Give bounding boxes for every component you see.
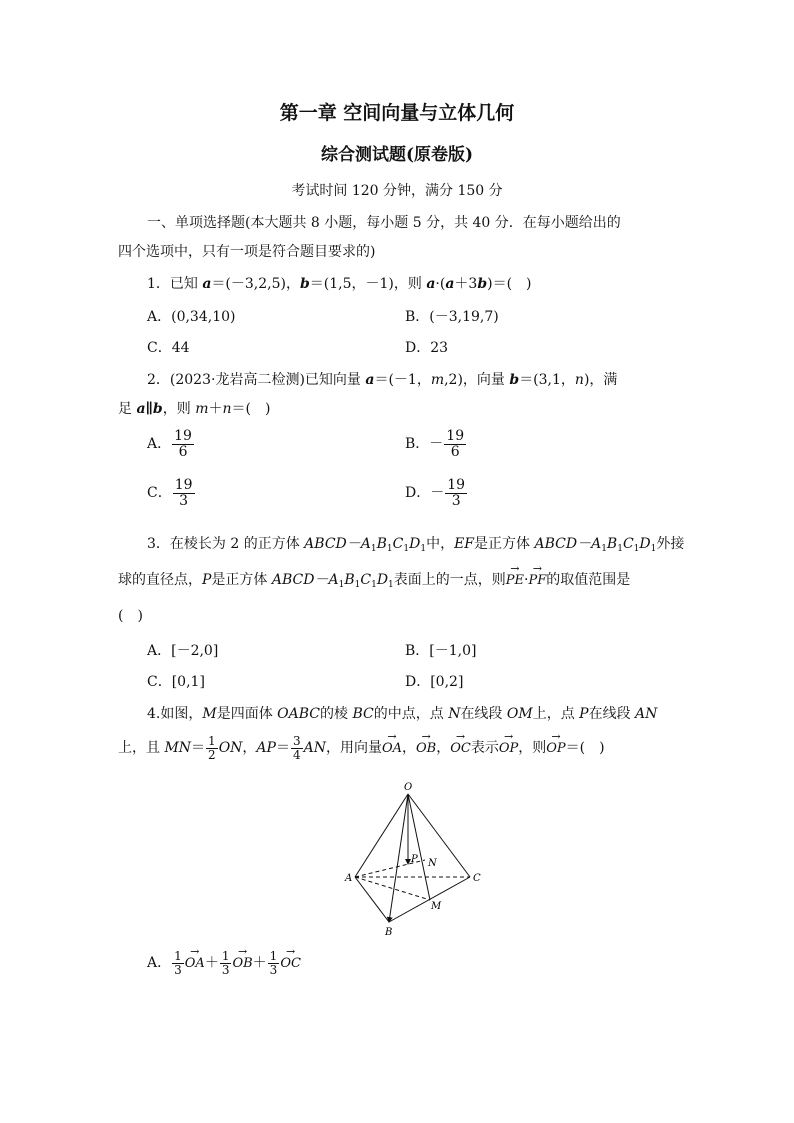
question-1-option-c: C．44 xyxy=(147,340,190,356)
question-1-option-d: D．23 xyxy=(405,340,449,356)
figure-label-m: M xyxy=(431,901,442,912)
question-3-option-c: C．[0,1] xyxy=(147,674,205,690)
question-3-stem-line1: 3．在棱长为 2 的正方体 $ABCD-A_1B_1C_1D_1$中，EF是正方体 $ABCD-A_1B_1C_1D_1$外接 xyxy=(147,536,685,554)
section-heading-line2: 四个选项中，只有一项是符合题目要求的) xyxy=(118,244,376,260)
question-1-option-a: A．(0,34,10) xyxy=(147,309,236,325)
question-2-option-d: D．－ $\frac{19}{3}$ xyxy=(405,477,466,509)
tetrahedron-figure xyxy=(340,780,490,942)
question-3-option-b: B．[－1,0] xyxy=(405,643,477,659)
figure-label-p: P xyxy=(411,854,418,865)
question-3-stem-line2: 球的直径点，P是正方体 $ABCD-A_1B_1C_1D_1$表面上的一点，则→ PE·→ PF的取值范围是 xyxy=(118,569,630,590)
question-4-stem-line2: 上，且 MN＝ $\frac{1}{2}$ ON，AP＝ $\frac{3}{4}$ AN，用向量→ OA，→ OB，→ OC表示→ OP，则→ OP＝( ) xyxy=(118,735,605,761)
page-subtitle: 综合测试题(原卷版) xyxy=(320,145,474,165)
question-4-option-a: A． $\frac{1}{3}$ → OA＋ $\frac{1}{3}$ → OB＋ $\frac{1}{3}$ → OC xyxy=(147,950,301,976)
figure-label-b: B xyxy=(385,927,393,938)
question-2-stem-line1: 2．(2023·龙岩高二检测)已知向量 a＝(－1，m,2)，向量 b＝(3,1，n)，满 xyxy=(147,372,618,388)
question-2-stem-line2: 足 a∥b，则 m＋n＝( ) xyxy=(118,401,271,417)
section-heading-line1: 一、单项选择题(本大题共 8 小题，每小题 5 分，共 40 分．在每小题给出的 xyxy=(147,215,621,231)
figure-label-a: A xyxy=(345,873,353,884)
question-1-stem: 1．已知 a＝(－3,2,5)，b＝(1,5，－1)，则 a·(a＋3b)＝( ) xyxy=(147,276,532,292)
exam-info: 考试时间 120 分钟，满分 150 分 xyxy=(291,183,503,199)
question-2-option-c: C． $\frac{19}{3}$ xyxy=(147,477,193,509)
figure-label-o: O xyxy=(404,782,413,793)
page-title: 第一章 空间向量与立体几何 xyxy=(279,102,515,124)
figure-label-n: N xyxy=(428,858,437,869)
question-3-option-d: D．[0,2] xyxy=(405,674,464,690)
question-3-stem-line3: ( ) xyxy=(118,608,143,624)
question-4-stem-line1: 4.如图，M是四面体 OABC的棱 BC的中点，点 N在线段 OM上，点 P在线段 AN xyxy=(147,706,658,722)
question-2-option-b: B．－ $\frac{19}{6}$ xyxy=(405,428,465,460)
question-2-option-a: A． $\frac{19}{6}$ xyxy=(147,428,192,460)
question-1-option-b: B．(－3,19,7) xyxy=(405,309,499,325)
question-3-option-a: A．[－2,0] xyxy=(147,643,219,659)
figure-label-c: C xyxy=(473,873,481,884)
